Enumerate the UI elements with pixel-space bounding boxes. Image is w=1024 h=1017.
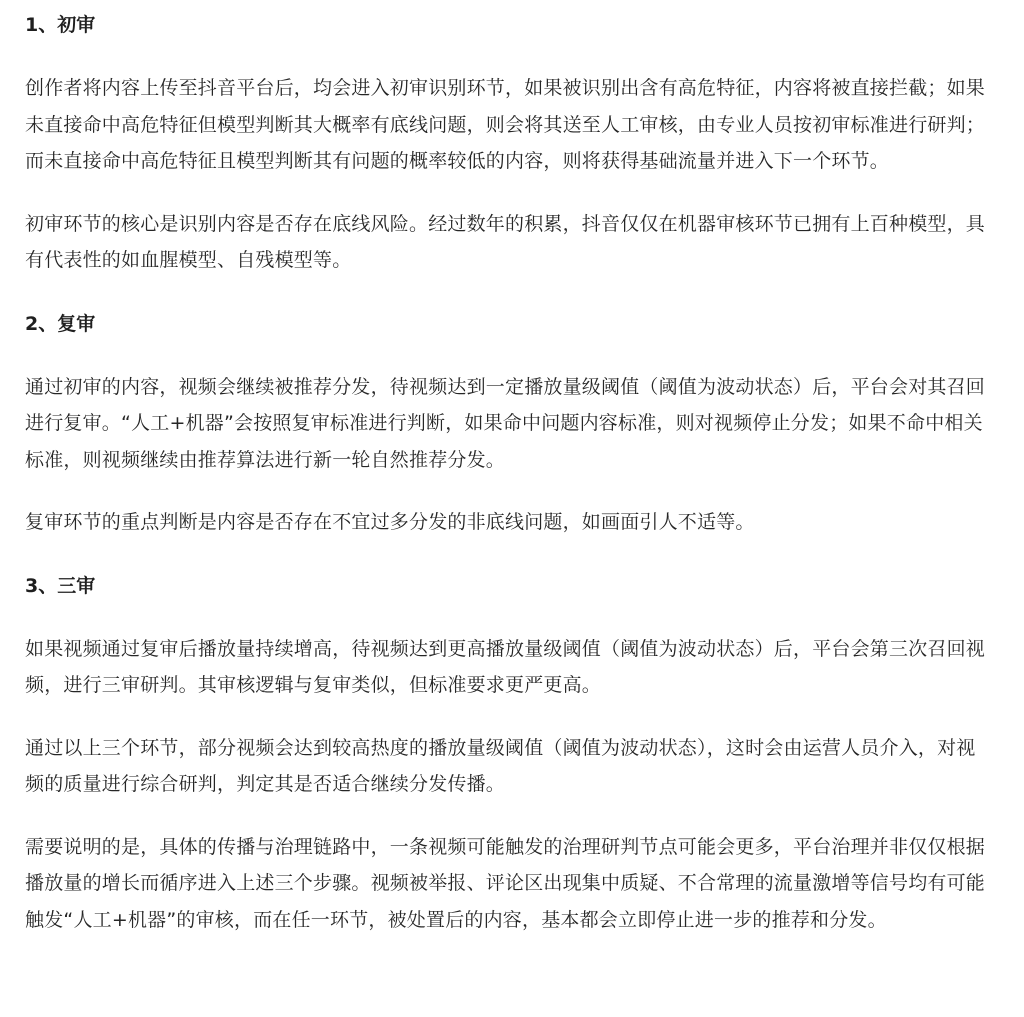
paragraph-initial-review-process: 创作者将内容上传至抖音平台后，均会进入初审识别环节，如果被识别出含有高危特征，内容将被直接拦截；如果未直接命中高危特征但模型判断其大概率有底线问题，则会将其送至人工审核，由专业人员按初审标准进行研判；而未直接命中高危特征且模型判断其有问题的概率较低的内容，则将获得基础流量并进入下一个环节。 <box>25 77 986 172</box>
paragraph-operations-review: 通过以上三个环节，部分视频会达到较高热度的播放量级阈值（阈值为波动状态），这时会由运营人员介入，对视频的质量进行综合研判，判定其是否适合继续分发传播。 <box>25 736 976 795</box>
paragraph-second-review-process: 通过初审的内容，视频会继续被推荐分发，待视频达到一定播放量级阈值（阈值为波动状态）后，平台会对其召回进行复审。“人工+机器”会按照复审标准进行判断，如果命中问题内容标准，则对视频停止分发；如果不命中相关标准，则视频继续由推荐算法进行新一轮自然推荐分发。 <box>25 375 986 471</box>
paragraph-third-review-process: 如果视频通过复审后播放量持续增高，待视频达到更高播放量级阈值（阈值为波动状态）后，平台会第三次召回视频，进行三审研判。其审核逻辑与复审类似，但标准要求更严更高。 <box>25 637 986 696</box>
section-heading-third-review: 3、三审 <box>25 574 96 597</box>
paragraph-governance-note: 需要说明的是，具体的传播与治理链路中，一条视频可能触发的治理研判节点可能会更多，平台治理并非仅仅根据播放量的增长而循序进入上述三个步骤。视频被举报、评论区出现集中质疑、不合常理的流量激增等信号均有可能触发“人工+机器”的审核，而在任一环节，被处置后的内容，基本都会立即停止进一步的推荐和分发。 <box>25 835 986 931</box>
paragraph-second-review-focus: 复审环节的重点判断是内容是否存在不宜过多分发的非底线问题，如画面引人不适等。 <box>25 511 755 533</box>
paragraph-initial-review-core: 初审环节的核心是识别内容是否存在底线风险。经过数年的积累，抖音仅仅在机器审核环节已拥有上百种模型，具有代表性的如血腥模型、自残模型等。 <box>25 212 986 271</box>
article-body <box>25 6 985 964</box>
section-heading-initial-review: 1、初审 <box>25 14 96 36</box>
section-heading-second-review: 2、复审 <box>25 312 96 335</box>
